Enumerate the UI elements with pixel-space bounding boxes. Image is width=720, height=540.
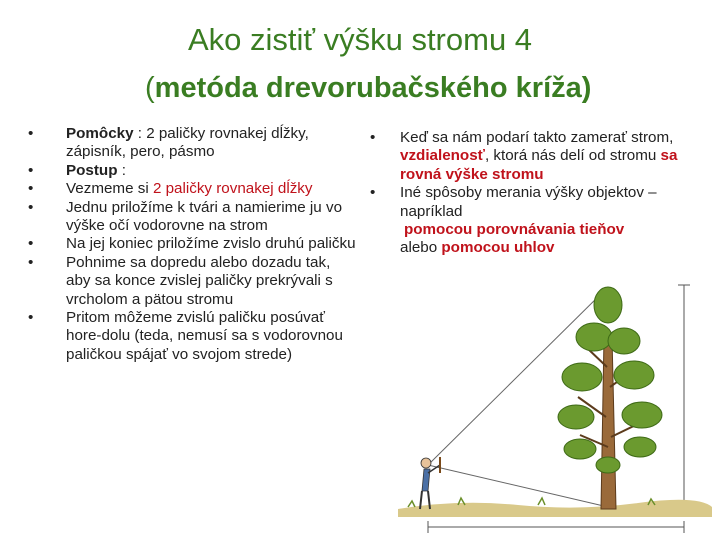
list-item <box>28 162 358 180</box>
list-item <box>28 309 358 364</box>
right-bullet-list <box>370 129 715 258</box>
list-item <box>28 199 358 236</box>
subtitle-paren: ( <box>145 72 155 104</box>
step1-text: Vezmeme si <box>66 180 153 198</box>
left-column <box>28 125 358 364</box>
bullet-icon: • <box>28 125 34 142</box>
step2-text: Jednu priložíme k tvári a namierime ju vo výške očí vodorovne na strom <box>66 198 343 235</box>
left-bullet-list <box>28 125 358 364</box>
step4-text: Pohnime sa dopredu alebo dozadu tak, aby sa konce zvislej paličky prekrývali s vrcholom a pätou stromu <box>66 253 333 308</box>
step5-text: Pritom môžeme zvislú paličku posúvať hore-dolu (teda, nemusí sa s vodorovnou paličkou spájať vo svojom strede) <box>66 309 343 363</box>
list-item <box>28 254 358 309</box>
list-item <box>28 180 358 198</box>
tree-measurement-illustration <box>398 277 712 537</box>
bullet-icon: • <box>28 198 34 216</box>
other-methods-text: Iné spôsoby merania výšky objektov – napríklad <box>400 184 657 220</box>
bullet-icon: • <box>28 180 34 198</box>
illustration-background <box>398 277 712 537</box>
slide-subtitle <box>145 72 591 105</box>
shadow-method: pomocou porovnávania tieňov <box>404 221 625 239</box>
bullet-icon: • <box>370 184 376 202</box>
result-distance: vzdialenosť <box>400 147 485 165</box>
right-column <box>370 129 715 258</box>
list-item <box>370 129 715 184</box>
bullet-icon: • <box>28 161 34 179</box>
subtitle-text: metóda drevorubačského kríža) <box>154 72 592 104</box>
result-text-a: Keď sa nám podarí takto zamerať strom, <box>400 129 674 146</box>
procedure-text: : <box>117 161 126 179</box>
bullet-icon: • <box>28 235 34 253</box>
bullet-icon: • <box>28 253 34 271</box>
list-item <box>28 125 358 162</box>
procedure-label: Postup <box>66 161 118 179</box>
bullet-icon: • <box>370 129 376 146</box>
angle-method: pomocou uhlov <box>441 239 555 257</box>
tools-text: : 2 paličky rovnakej dĺžky, zápisník, pero, pásmo <box>66 125 309 161</box>
step3-text: Na jej koniec priložíme zvislo druhú paličku <box>66 235 356 253</box>
bullet-icon: • <box>28 309 34 327</box>
result-height: sa rovná výške stromu <box>400 147 678 183</box>
step1-highlight: 2 paličky rovnakej dĺžky <box>152 180 313 198</box>
other-methods-or: alebo <box>400 239 442 257</box>
list-item <box>370 184 715 258</box>
slide-title: Ako zistiť výšku stromu 4 <box>187 22 533 57</box>
result-text-b: , ktorá nás delí od stromu <box>484 147 661 165</box>
tools-label: Pomôcky <box>66 125 134 142</box>
list-item <box>28 235 358 253</box>
